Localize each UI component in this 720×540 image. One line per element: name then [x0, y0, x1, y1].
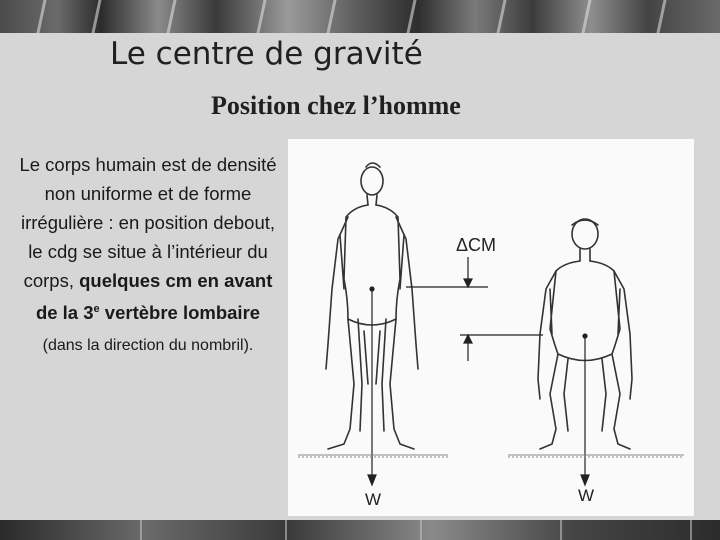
ground-lines [298, 455, 684, 457]
bottom-decorative-band [0, 520, 720, 540]
figure-drawing [288, 139, 694, 516]
ordinal-superscript: e [93, 303, 100, 315]
weight-label-left: W [365, 490, 382, 509]
body-text-bold-start: quelques cm en avant de la 3 [35, 270, 273, 324]
body-text-bold-end: vertèbre lombaire [99, 302, 261, 324]
center-of-mass-indicators [368, 257, 589, 485]
body-text-part1: Le corps humain est de densité non uniforme et de forme irrégulière : en position debout, le cdg se situe à l’intérieur du corps, [19, 154, 277, 291]
center-of-gravity-figure [288, 139, 694, 516]
slide-subtitle: Position chez l’homme [211, 91, 461, 120]
slide-title: Le centre de gravité [110, 36, 423, 72]
body-paragraph [18, 150, 278, 360]
body-text-part2: (dans la direction du nombril). [42, 337, 254, 355]
top-decorative-band [0, 0, 720, 33]
weight-label-right: W [578, 486, 595, 505]
delta-cm-label: ΔCM [456, 235, 497, 255]
